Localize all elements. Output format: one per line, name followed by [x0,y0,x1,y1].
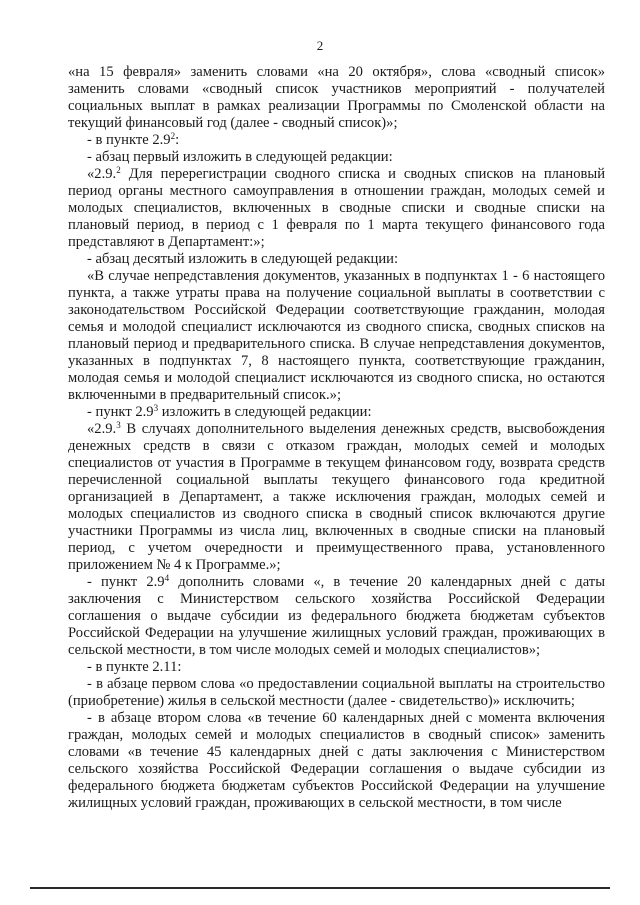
paragraph-10: - в пункте 2.11: [87,659,182,675]
paragraph-7: - пункт $2.9^3$ изложить в следующей редакции: [87,403,372,420]
paragraph-8: «2.9.$^3$ В случаях дополнительного выделения денежных средств, высвобождения денежных средств в связи с отказом граждан, молодых семей и молодых специалистов от участия в Программе в текущем финансовом году, возврата средств перечисленной социальной выплаты текущего финансового года кредитной организацией в Департамент, а также исключения граждан, молодых семей и молодых специалистов из сводного списка в сводный список включаются другие участники Программы из числа лиц, включенных в сводные списки на плановый период, с учетом очередности и преимущественного права, установленного приложением № 4 к Программе.»; [68,420,605,573]
paragraph-4: «2.9.$^2$ Для перерегистрации сводного списка и сводных списков на плановый период органы местного самоуправления в отношении граждан, молодых семей и молодых специалистов, включенных в сводные списки и сводные списки на плановый период, в период с 1 февраля по 1 марта текущего финансового года представляют в Департамент:»; [68,165,605,250]
paragraph-11: - в абзаце первом слова «о предоставлении социальной выплаты на строительство (приобретение) жилья в сельской местности (далее - свидетельство)» исключить; [68,676,605,709]
bottom-rule [30,887,610,889]
paragraph-1: «на 15 февраля» заменить словами «на 20 октября», слова «сводный список» заменить словами «сводный список участников мероприятий - получателей социальных выплат в рамках реализации Программы по Смоленской области на текущий финансовый год (далее - сводный список)»; [68,64,605,131]
paragraph-5: - абзац десятый изложить в следующей редакции: [87,251,399,267]
paragraph-3: - абзац первый изложить в следующей редакции: [87,149,393,165]
document-body [68,64,605,812]
paragraph-6: «В случае непредставления документов, указанных в подпунктах 1 - 6 настоящего пункта, а также утраты права на получение социальной выплаты в соответствии с законодательством Российской Федерации соответствующие гражданин, молодая семья и молодой специалист исключаются из сводного списка, сводных списков на плановый период и предварительного списка. В случае непредставления документов, указанных в подпунктах 7, 8 настоящего пункта, соответствующие гражданин, молодая семья и молодой специалист исключаются из сводного списка, но остаются включенными в предварительный список.»; [68,268,605,403]
paragraph-9: - пункт $2.9^4$ дополнить словами «, в течение 20 календарных дней с даты заключения с Министерством сельского хозяйства Российской Федерации соглашения о выдаче субсидии из федерального бюджета бюджетам субъектов Российской Федерации на улучшение жилищных условий граждан, проживающих в сельской местности, в том числе молодых семей и молодых специалистов»; [68,573,605,658]
paragraph-12: - в абзаце втором слова «в течение 60 календарных дней с момента включения граждан, молодых семей и молодых специалистов в сводный список» заменить словами «в течение 45 календарных дней с даты заключения с Министерством сельского хозяйства Российской Федерации соглашения о выдаче субсидии из федерального бюджета бюджетам субъектов Российской Федерации на улучшение жилищных условий граждан, проживающих в сельской местности, в том числе [68,710,605,811]
paragraph-2: - в пункте $2.9^2$: [87,131,180,148]
page-number: 2 [316,38,324,53]
